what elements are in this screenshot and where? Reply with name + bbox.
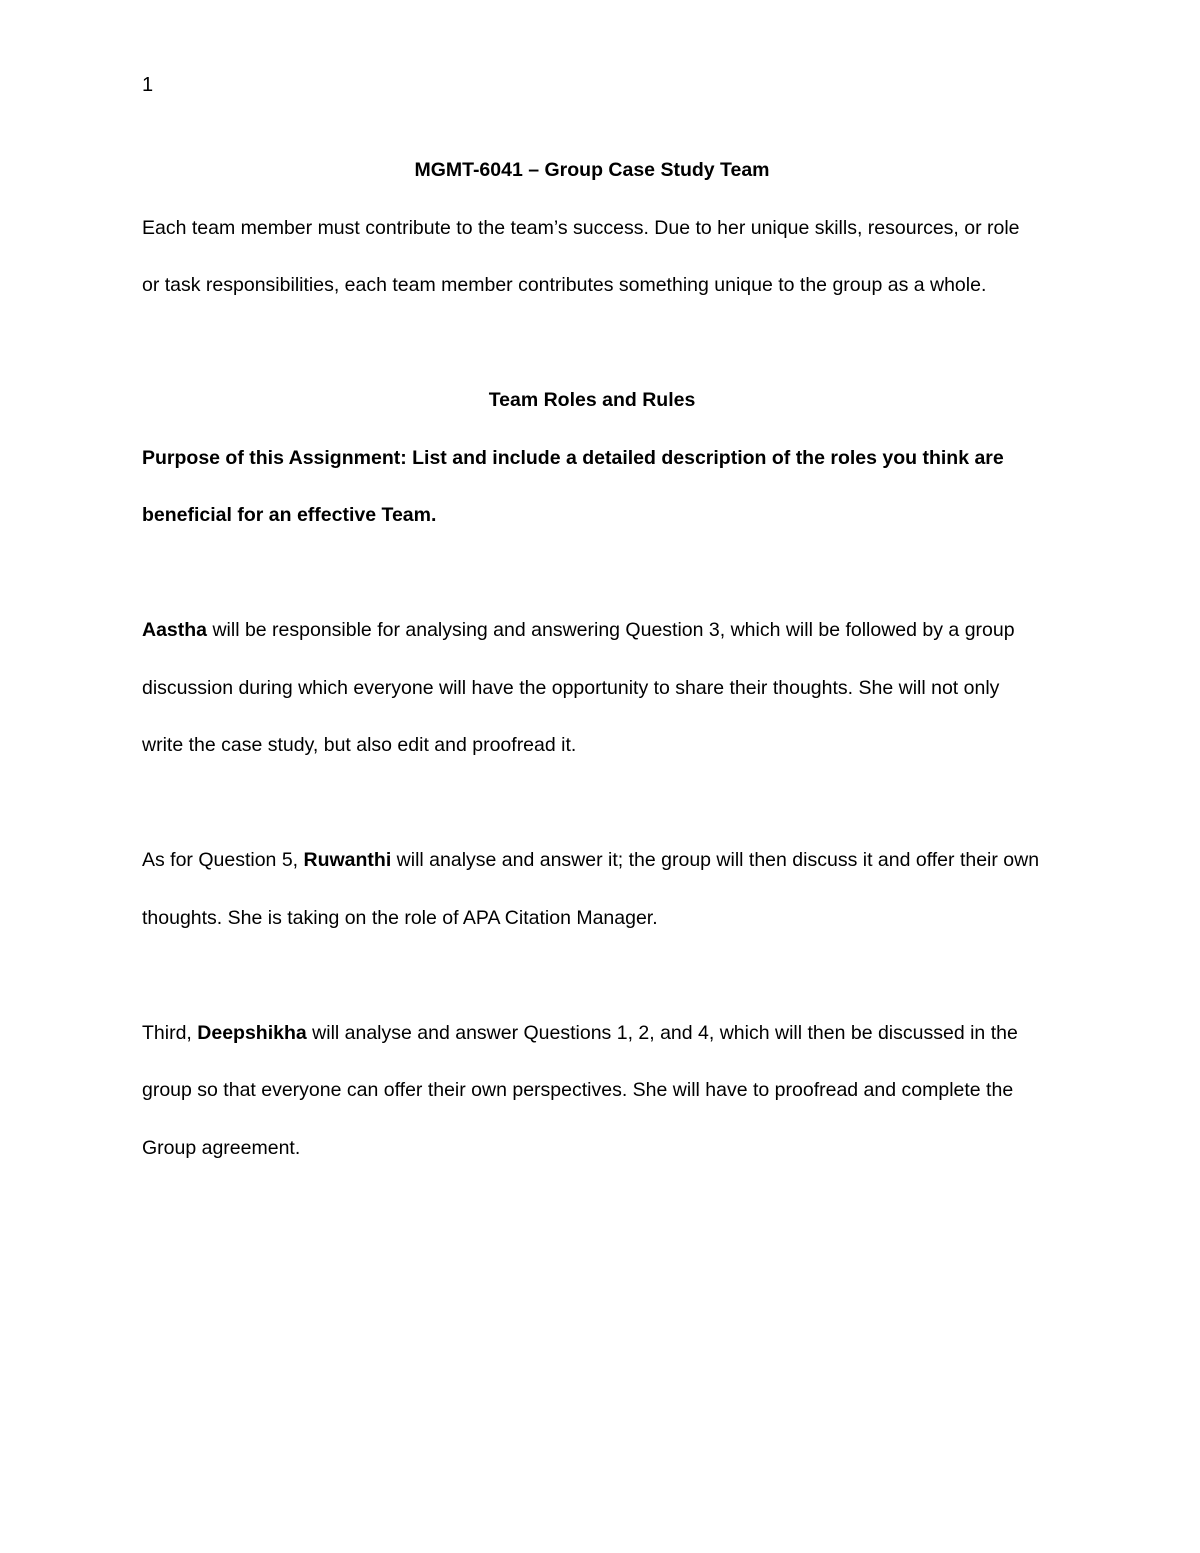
paragraph-prefix: As for Question 5, (142, 849, 304, 871)
intro-paragraph: Each team member must contribute to the team’s success. Due to her unique skills, resources, or role or task responsibilities, each team member contributes something unique to the group as a whole. (142, 216, 1020, 296)
spacer (142, 775, 1042, 833)
member-name: Ruwanthi (303, 849, 392, 871)
member-name: Deepshikha (197, 1021, 307, 1044)
section-heading: Team Roles and Rules (488, 389, 696, 411)
paragraph-text: will be responsible for analysing and answering Question 3, which will be followed by a group discussion during which everyone will have the opportunity to share their thoughts. She will not only write the case study, but also edit and proofread it. (142, 619, 1015, 756)
member-name: Aastha (142, 619, 208, 641)
document-title: MGMT-6041 – Group Case Study Team (414, 159, 770, 181)
spacer (142, 545, 1042, 603)
spacer (142, 947, 1042, 1005)
spacer (142, 315, 1042, 373)
purpose-paragraph: Purpose of this Assignment: List and include a detailed description of the roles you think are beneficial for an effective Team. (142, 446, 1004, 526)
document-body (142, 142, 1042, 1177)
paragraph-prefix: Third, (142, 1021, 198, 1044)
page-number: 1 (142, 74, 154, 96)
role-paragraph-deepshikha (142, 1005, 1042, 1178)
paragraph-text: will analyse and answer it; the group will then discuss it and offer their own thoughts. She is taking on the role of APA Citation Manager. (142, 849, 1040, 929)
paragraph-text: will analyse and answer Questions 1, 2, and 4, which will then be discussed in the group so that everyone can offer their own perspectives. She will have to proofread and complete the Group agreement. (142, 1021, 1018, 1159)
role-paragraph-aastha (142, 602, 1042, 775)
role-paragraph-ruwanthi (142, 832, 1042, 947)
